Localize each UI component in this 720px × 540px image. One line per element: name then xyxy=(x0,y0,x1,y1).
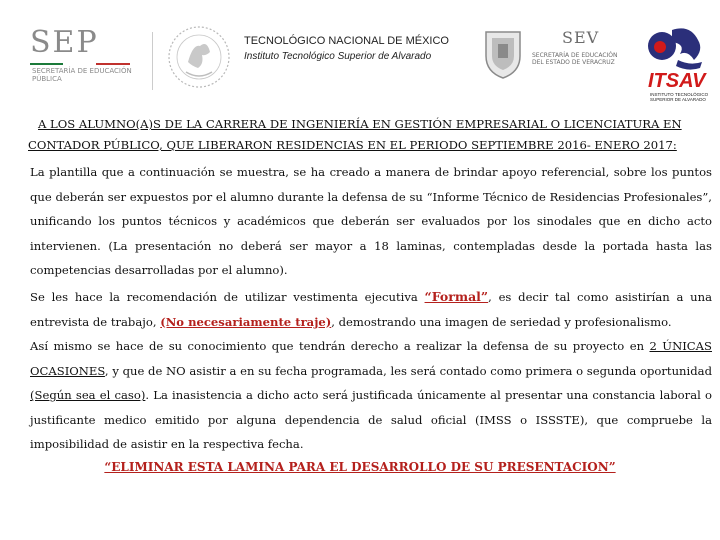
attempts-text-c: . La inasistencia a dicho acto será justificada únicamente al presentar una constancia laboral o justificante medico emitido por alguna dependencia de salud oficial (IMSS o ISSSTE), que compruebe la imposibilidad de asistir en la respectiva fecha. xyxy=(30,388,712,452)
heading-line-1: A LOS ALUMNO(A)S DE LA CARRERA DE INGENIERÍA EN GESTIÓN EMPRESARIAL O LICENCIATURA EN xyxy=(38,117,682,131)
header-divider xyxy=(152,32,153,90)
itsav-logo xyxy=(636,20,720,100)
sev-logo-text: SEV xyxy=(562,28,600,47)
attempts-text-a: Así mismo se hace de su conocimiento que tendrán derecho a realizar la defensa de su proyecto en xyxy=(30,339,650,353)
delete-slide-notice: “ELIMINAR ESTA LAMINA PARA EL DESARROLLO DE SU PRESENTACION” xyxy=(104,460,616,474)
sep-logo-stripe xyxy=(30,63,130,65)
notice-heading xyxy=(28,114,698,156)
tecnm-title: TECNOLÓGICO NACIONAL DE MÉXICO xyxy=(244,35,449,47)
formal-emphasis: “Formal” xyxy=(424,289,489,304)
paragraph-template-info: La plantilla que a continuación se muestra, se ha creado a manera de brindar apoyo referencial, sobre los puntos que deberán ser expuestos por el alumno durante la defensa de su “Informe Técnico de Residencias Profesionales”, unificando los puntos técnicos y académicos que deberán ser evaluados por los sinodales que en dicho acto intervienen. (La presentación no deberá ser mayor a 18 laminas, contempladas desde la portada hasta las competencias desarrolladas por el alumno). xyxy=(30,165,712,278)
dress-code-text-a: Se les hace la recomendación de utilizar vestimenta ejecutiva xyxy=(30,290,425,304)
sev-logo-subtitle: SECRETARÍA DE EDUCACIÓN DEL ESTADO DE VERACRUZ xyxy=(532,52,618,66)
attempts-text-b: , y que de NO asistir a en su fecha programada, les será contado como primera o segunda oportunidad xyxy=(104,363,712,378)
itsav-logo-subtitle: INSTITUTO TECNOLÓGICO SUPERIOR DE ALVARADO xyxy=(650,92,709,102)
sep-logo xyxy=(30,25,140,83)
itsav-emblem-icon xyxy=(642,20,712,72)
no-suit-emphasis: (No necesariamente traje) xyxy=(160,314,332,329)
sev-logo xyxy=(532,28,622,88)
case-emphasis: (Según sea el caso) xyxy=(30,388,146,403)
itsav-logo-text: ITSAV xyxy=(648,70,706,92)
two-attempts-emphasis: 2 ÚNICAS OCASIONES xyxy=(30,339,712,378)
dress-code-text-b: , es decir tal como asistirían a una entrevista de trabajo, xyxy=(30,290,712,329)
tecnm-subtitle: Instituto Tecnológico Superior de Alvarado xyxy=(244,51,432,62)
sep-logo-subtitle: SECRETARÍA DE EDUCACIÓN PÚBLICA xyxy=(32,67,132,83)
dress-code-text-c: , demostrando una imagen de seriedad y profesionalismo. xyxy=(331,314,672,329)
paragraph-attempts xyxy=(30,334,712,457)
veracruz-shield-icon xyxy=(478,28,528,80)
heading-line-2: CONTADOR PÚBLICO, QUE LIBERARON RESIDENCIAS EN EL PERIODO SEPTIEMBRE 2016- ENERO 2017: xyxy=(28,138,677,152)
paragraph-dress-code xyxy=(30,285,712,334)
sep-logo-text: SEP xyxy=(30,25,99,60)
header xyxy=(0,0,720,100)
mexico-coat-of-arms-icon xyxy=(160,22,238,92)
